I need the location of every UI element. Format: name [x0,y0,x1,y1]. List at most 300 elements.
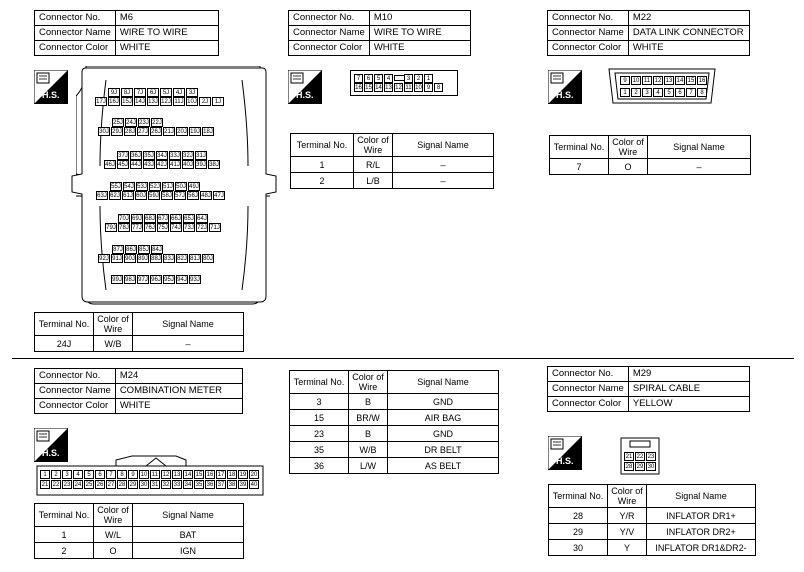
m6-terminal-table [34,312,244,352]
m22-info-table [547,10,750,56]
pin: 28 [625,464,633,470]
pin: 7 [686,88,696,97]
label: Connector No. [35,11,116,26]
header [94,313,133,336]
color-cell: O [94,543,133,559]
terminal-cell: 2 [35,543,94,559]
pin: 29J [112,129,122,135]
pin: 62J [110,193,120,199]
pin: 66J [171,216,181,222]
pin: 8 [697,88,707,97]
pin: 3 [642,88,652,97]
m22-connector-no: M22 [628,11,749,26]
m22-terminal-table [549,135,751,175]
pin: 17 [217,472,225,478]
color-cell: R/L [354,157,393,173]
hs-icon [34,70,68,109]
header: Signal Name [648,136,751,159]
m24-terminal-table-1 [34,503,244,559]
pin: 78J [119,225,129,231]
header-line: Wire [363,145,383,155]
pin: 4 [73,470,83,479]
pin: 33 [173,482,181,488]
m10-info-table [288,10,471,56]
label: Connector Color [548,397,629,412]
pin: 49J [189,184,199,190]
pin: 70J [119,216,129,222]
signal-cell: GND [388,426,499,442]
pin: 7 [354,74,363,83]
header-line: Wire [103,324,123,334]
pin: 2 [51,470,61,479]
pin: 11 [151,472,159,478]
pin: 11 [405,85,412,91]
pin: 41J [170,162,180,168]
signal-cell: – [393,157,494,173]
pin: 27J [138,129,148,135]
header: Signal Name [388,371,499,394]
header: Signal Name [133,504,244,527]
pin: 27 [107,482,115,488]
label: Connector Color [548,41,629,56]
pin: 24J [126,120,136,126]
pin: 94J [177,277,187,283]
m29-connector-color: YELLOW [628,397,749,412]
label: Connector Name [35,384,116,399]
signal-cell: – [133,336,244,352]
pin: 40J [183,162,193,168]
pin: 44J [131,162,141,168]
pin: 87J [113,247,123,253]
pin: 60J [136,193,146,199]
pin: 32 [162,482,170,488]
label: Connector Name [548,26,629,41]
m6-info-table [34,10,219,56]
pin: 4J [173,88,185,97]
pin: 8 [117,470,127,479]
pin: 15 [195,472,203,478]
pin: 23 [647,454,655,460]
pin: 88J [151,256,161,262]
pin: 30 [647,464,655,470]
pin: 85J [139,247,149,253]
color-cell: Y/R [608,508,647,524]
pin: 11 [643,78,651,84]
header-line: Color of [352,372,384,382]
terminal-cell: 2 [291,173,354,189]
color-cell: L/W [349,458,388,474]
pin: 28 [118,482,126,488]
pin: 23 [63,482,71,488]
signal-cell: – [393,173,494,189]
label: Connector Name [289,26,370,41]
pin: 54J [124,184,134,190]
pin: 13 [385,85,392,91]
pin: 42J [157,162,167,168]
header: Terminal No. [35,504,94,527]
pin: 45J [118,162,128,168]
pin: 99J [112,277,122,283]
pin: 4 [384,74,393,83]
signal-cell: GND [388,394,499,410]
color-cell: W/B [94,336,133,352]
label: Connector No. [548,11,629,26]
pin: 46J [105,162,115,168]
terminal-cell: 36 [290,458,349,474]
m24-terminal-table-2 [289,370,499,474]
pin: 12 [162,472,170,478]
header: Terminal No. [35,313,94,336]
pin: 80J [203,256,213,262]
color-cell: L/B [354,173,393,189]
pin: 9 [424,83,433,92]
pin: 14J [135,99,145,105]
hs-label: H.S. [42,90,60,100]
header: Signal Name [133,313,244,336]
pin: 67J [158,216,168,222]
pin: 6 [364,74,373,83]
pin: 2 [414,74,423,83]
pin: 16J [109,99,119,105]
m22-connector-outline [608,68,716,104]
signal-cell: INFLATOR DR2+ [647,524,756,540]
header-line: Color of [612,137,644,147]
pin: 38 [228,482,236,488]
pin: 84J [152,247,162,253]
header-line: Color of [97,314,129,324]
m24-connector-name: COMBINATION METER [115,384,242,399]
color-cell: W/L [94,527,133,543]
label: Connector Name [35,26,116,41]
pin: 24 [74,482,82,488]
signal-cell: INFLATOR DR1+ [647,508,756,524]
pin: 3 [62,470,72,479]
hs-label: H.S. [556,90,574,100]
pin: 18J [203,129,213,135]
pin: 12 [395,85,402,91]
pin: 12J [161,99,171,105]
terminal-cell: 28 [549,508,608,524]
label: Connector Color [35,399,116,414]
pin: 72J [197,225,207,231]
pin: 1 [424,74,433,83]
pin: 92J [99,256,109,262]
pin: 68J [145,216,155,222]
pin: 53J [137,184,147,190]
pin: 8J [121,88,133,97]
pin: 19J [190,129,200,135]
pin: 15J [122,99,132,105]
pin: 21 [41,482,49,488]
pin: 6 [675,88,685,97]
pin: 35 [195,482,203,488]
header: Terminal No. [550,136,609,159]
label: Connector Color [35,41,116,56]
pin: 25J [113,120,123,126]
pin: 7J [134,88,146,97]
pin: 81J [190,256,200,262]
pin: 20 [250,472,258,478]
signal-cell: BAT [133,527,244,543]
header-line: Color of [611,486,643,496]
pin: 28J [125,129,135,135]
pin: 34 [184,482,192,488]
m29-terminal-table [548,484,756,556]
pin: 31J [196,153,206,159]
pin: 10 [415,85,422,91]
header-line: Wire [618,147,638,157]
header: Terminal No. [549,485,608,508]
pin: 8 [434,83,443,92]
pin: 47J [214,193,224,199]
pin: 40 [250,482,258,488]
label: Connector No. [289,11,370,26]
pin: 91J [112,256,122,262]
pin: 79J [106,225,116,231]
pin: 83J [164,256,174,262]
pin: 14 [375,85,382,91]
header-line: Wire [358,382,378,392]
pin: 22 [52,482,60,488]
pin: 52J [150,184,160,190]
hs-icon [548,70,582,109]
terminal-cell: 1 [291,157,354,173]
pin: 26J [151,129,161,135]
m24-info-table [34,368,243,414]
pin: 33J [170,153,180,159]
header [94,504,133,527]
m22-connector-color: WHITE [628,41,749,56]
pin: 5 [84,470,94,479]
label: Connector No. [35,369,116,384]
pin: 10 [140,472,148,478]
pin: 63J [97,193,107,199]
pin: 25 [85,482,93,488]
pin: 59J [149,193,159,199]
label: Connector No. [548,367,629,382]
pin: 57J [175,193,185,199]
terminal-cell: 23 [290,426,349,442]
pin: 10J [187,99,197,105]
pin: 21 [625,454,633,460]
pin: 6J [147,88,159,97]
pin: 13J [148,99,158,105]
pin: 77J [132,225,142,231]
terminal-cell: 30 [549,540,608,556]
pin: 26 [96,482,104,488]
m10-connector-name: WIRE TO WIRE [369,26,470,41]
m22-connector-name: DATA LINK CONNECTOR [628,26,749,41]
pin: 3 [404,74,413,83]
pin: 51J [163,184,173,190]
color-cell: O [609,159,648,175]
pin: 35J [144,153,154,159]
pin: 1J [212,97,224,106]
pin: 39J [196,162,206,168]
pin: 36J [131,153,141,159]
pin: 93J [190,277,200,283]
pin: 5 [664,88,674,97]
pin: 48J [201,193,211,199]
color-cell: W/B [349,442,388,458]
hs-icon [288,70,322,109]
pin: 58J [162,193,172,199]
pin: 2J [199,97,211,106]
hs-icon [548,436,582,475]
pin: 30J [99,129,109,135]
label: Connector Color [289,41,370,56]
signal-cell: DR BELT [388,442,499,458]
m6-connector-no: M6 [115,11,218,26]
pin: 18 [228,472,236,478]
signal-cell: – [648,159,751,175]
header-line: Color of [97,505,129,515]
pin: 37J [118,153,128,159]
pin: 13 [665,78,673,84]
pin: 75J [158,225,168,231]
pin: 23J [139,120,149,126]
m6-connector-name: WIRE TO WIRE [115,26,218,41]
pin: 14 [676,78,684,84]
pin: 43J [144,162,154,168]
header: Terminal No. [290,371,349,394]
pin: 15 [687,78,695,84]
terminal-cell: 35 [290,442,349,458]
pin: 5 [374,74,383,83]
pin: 29 [636,464,644,470]
pin: 21J [164,129,174,135]
terminal-cell: 24J [35,336,94,352]
signal-cell: INFLATOR DR1&DR2- [647,540,756,556]
pin: 74J [171,225,181,231]
m6-connector-color: WHITE [115,41,218,56]
header-line: Color of [357,135,389,145]
color-cell: BR/W [349,410,388,426]
color-cell: Y [608,540,647,556]
pin: 16 [206,472,214,478]
pin: 1 [620,88,630,97]
pin: 22 [636,454,644,460]
pin: 98J [125,277,135,283]
pin: 29 [129,482,137,488]
pin: 69J [132,216,142,222]
pin: 82J [177,256,187,262]
pin: 16 [355,85,362,91]
m29-connector-no: M29 [628,367,749,382]
pin: 39 [239,482,247,488]
color-cell: B [349,426,388,442]
terminal-cell: 1 [35,527,94,543]
pin: 12 [654,78,662,84]
header [349,371,388,394]
pin: 34J [157,153,167,159]
hs-label: H.S. [296,90,314,100]
pin: 19 [239,472,247,478]
pin: 4 [653,88,663,97]
color-cell: Y/V [608,524,647,540]
signal-cell: AIR BAG [388,410,499,426]
pin: 14 [184,472,192,478]
pin: 64J [197,216,207,222]
header [354,134,393,157]
m24-connector-color: WHITE [115,399,242,414]
pin: 15 [365,85,372,91]
header: Terminal No. [291,134,354,157]
terminal-cell: 15 [290,410,349,426]
m24-connector-no: M24 [115,369,242,384]
pin: 16 [698,78,706,84]
pin: 17J [96,99,106,105]
pin: 90J [125,256,135,262]
terminal-cell: 29 [549,524,608,540]
section-divider [12,358,794,359]
pin: 6 [95,470,105,479]
header [608,485,647,508]
m10-connector-no: M10 [369,11,470,26]
pin: 11J [174,99,184,105]
hs-label: H.S. [556,456,574,466]
header-line: Wire [617,496,637,506]
pin: 2 [631,88,641,97]
pin: 71J [210,225,220,231]
m29-info-table [547,366,750,412]
header [609,136,648,159]
pin: 1 [40,470,50,479]
m10-connector-color: WHITE [369,41,470,56]
pin: 9J [108,88,120,97]
pin: 50J [176,184,186,190]
pin: 76J [145,225,155,231]
pin: 22J [152,120,162,126]
pin: 61J [123,193,133,199]
header: Signal Name [393,134,494,157]
pin: 9 [128,470,138,479]
pin: 97J [138,277,148,283]
m29-connector-name: SPIRAL CABLE [628,382,749,397]
pin: 37 [217,482,225,488]
pin: 20J [177,129,187,135]
pin: 86J [126,247,136,253]
hs-label: H.S. [42,448,60,458]
pin: 3J [186,88,198,97]
pin: 73J [184,225,194,231]
pin: 38J [209,162,219,168]
pin: 31 [151,482,159,488]
terminal-cell: 7 [550,159,609,175]
m10-terminal-table [290,133,494,189]
label: Connector Name [548,382,629,397]
pin: 56J [188,193,198,199]
header-line: Wire [103,515,123,525]
pin: 13 [173,472,181,478]
pin: 7 [106,470,116,479]
color-cell: B [349,394,388,410]
pin: 95J [164,277,174,283]
pin: 5J [160,88,172,97]
signal-cell: IGN [133,543,244,559]
pin: 89J [138,256,148,262]
pin: 32J [183,153,193,159]
pin: 36 [206,482,214,488]
pin: 65J [184,216,194,222]
header: Signal Name [647,485,756,508]
pin: 30 [140,482,148,488]
signal-cell: AS BELT [388,458,499,474]
pin: 9 [620,76,630,85]
pin: 96J [151,277,161,283]
terminal-cell: 3 [290,394,349,410]
pin: 55J [111,184,121,190]
